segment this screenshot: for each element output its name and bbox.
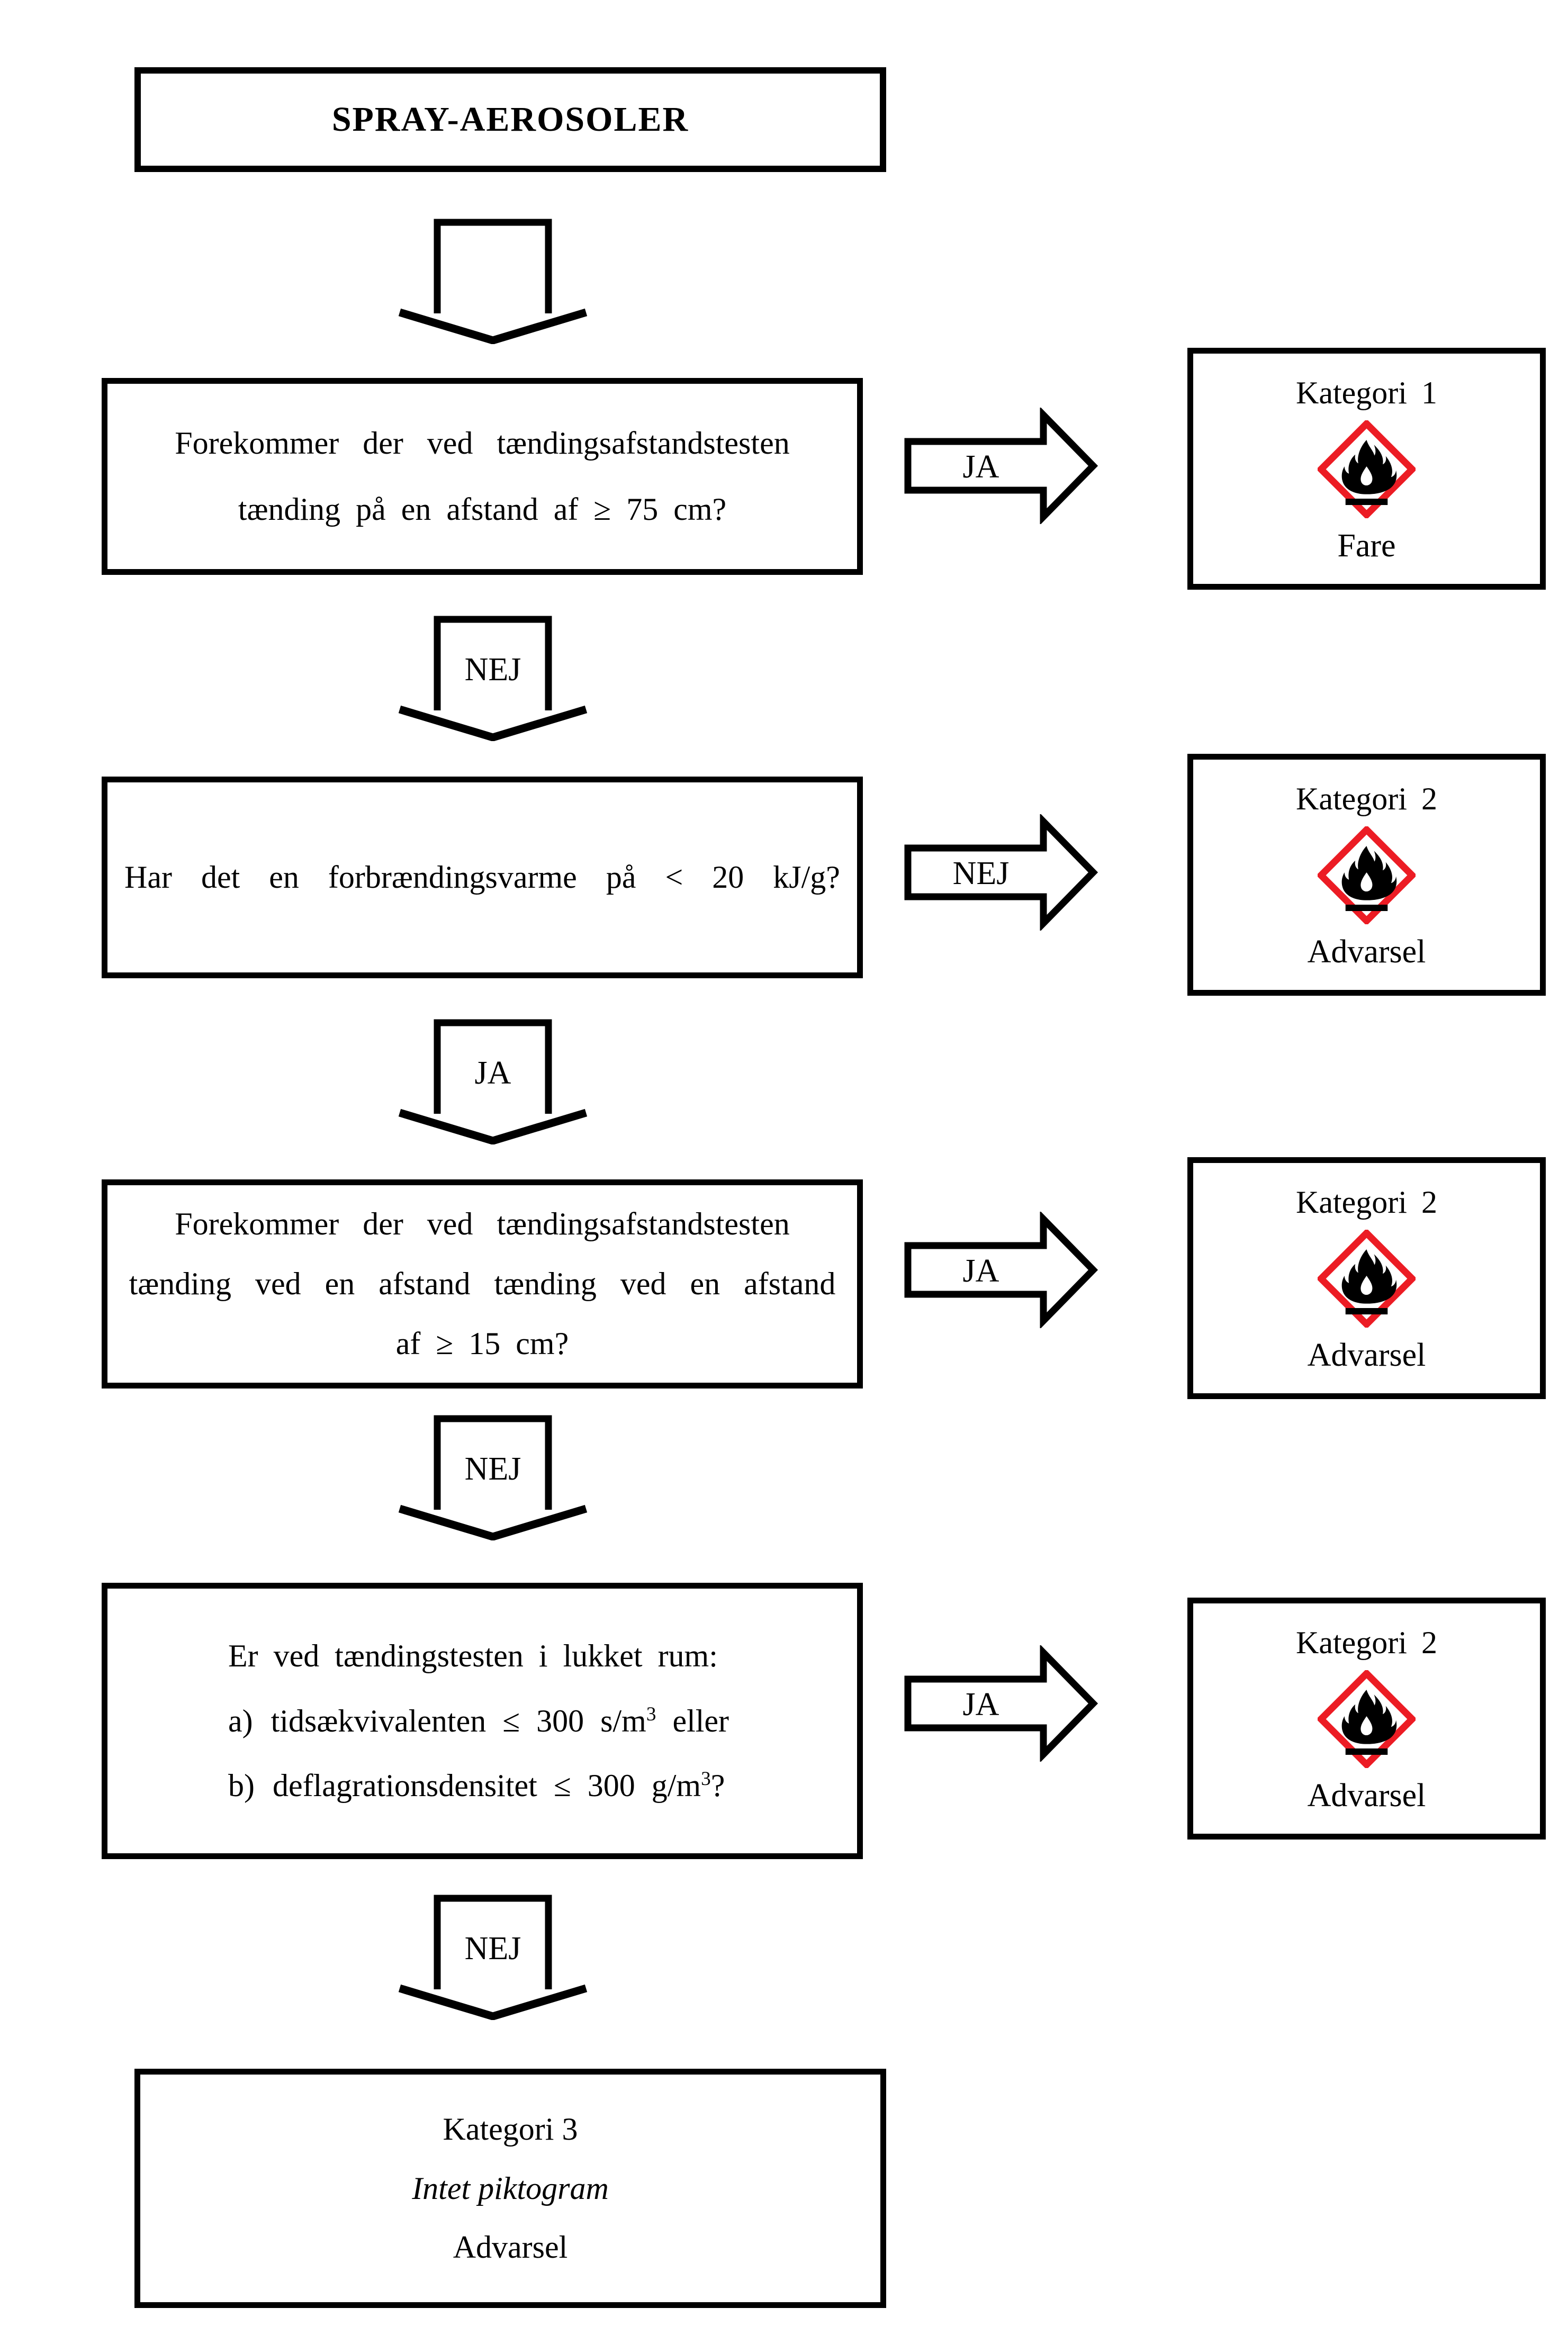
- arrow-down-nej-3: [392, 1893, 593, 2020]
- question-3-line-3: af ≥ 15 cm?: [395, 1326, 569, 1361]
- question-3-box: [102, 1179, 863, 1389]
- page-title: SPRAY-AEROSOLER: [331, 100, 689, 139]
- result-2-signal-word: Advarsel: [1307, 934, 1426, 970]
- arrow-down-nej-2: [392, 1413, 593, 1540]
- result-kategori-2b-box: [1187, 1157, 1546, 1399]
- arrow-right-nej-2-label: NEJ: [952, 855, 1010, 891]
- result-kategori-1-box: [1187, 348, 1546, 590]
- result-final-signal-word: Advarsel: [453, 2230, 568, 2265]
- question-4-box: [102, 1583, 863, 1859]
- result-3-signal-word: Advarsel: [1307, 1337, 1426, 1373]
- question-4-item-a: [228, 1703, 729, 1739]
- flame-pictogram-icon: [1318, 1670, 1416, 1768]
- question-4-item-b: [228, 1768, 725, 1804]
- result-3-category: Kategori 2: [1296, 1185, 1437, 1220]
- result-final-category: Kategori 3: [443, 2111, 578, 2147]
- result-2-category: Kategori 2: [1296, 781, 1437, 816]
- question-4-item-a-sup: 3: [646, 1703, 656, 1725]
- question-1-box: [102, 378, 863, 575]
- question-4-item-a-marker: a): [228, 1703, 253, 1738]
- question-1-line-2: tænding på en afstand af ≥ 75 cm?: [238, 492, 727, 527]
- arrow-down-start: [392, 217, 593, 344]
- question-4-item-b-suffix: ?: [710, 1768, 725, 1803]
- question-1-line-1: Forekommer der ved tændingsafstandstesten: [175, 426, 790, 461]
- result-4-signal-word: Advarsel: [1307, 1778, 1426, 1814]
- result-kategori-2a-box: [1187, 754, 1546, 996]
- flame-pictogram-icon: [1318, 826, 1416, 924]
- arrow-right-ja-1: [902, 408, 1103, 524]
- result-kategori-2c-box: [1187, 1598, 1546, 1840]
- flame-pictogram-icon: [1318, 1230, 1416, 1328]
- question-2-line-1: Har det en forbrændingsvarme på < 20 kJ/g?: [124, 860, 840, 895]
- arrow-down-nej-3-label: NEJ: [464, 1931, 521, 1967]
- arrow-right-ja-4: [902, 1645, 1103, 1762]
- question-4-intro: Er ved tændingstesten i lukket rum:: [228, 1638, 718, 1674]
- question-2-box: [102, 777, 863, 978]
- result-kategori-3-box: [134, 2069, 886, 2308]
- arrow-down-nej-1: [392, 614, 593, 741]
- arrow-down-ja: [392, 1017, 593, 1144]
- question-4-item-b-sup: 3: [701, 1768, 711, 1790]
- question-4-item-b-marker: b): [228, 1768, 255, 1803]
- question-4-item-a-text: tidsækvivalenten ≤ 300 s/m: [271, 1703, 646, 1738]
- question-3-line-1: Forekommer der ved tændingsafstandstesten: [175, 1206, 790, 1241]
- arrow-down-nej-2-label: NEJ: [464, 1451, 521, 1487]
- result-4-category: Kategori 2: [1296, 1625, 1437, 1660]
- arrow-right-ja-3-label: JA: [962, 1253, 999, 1289]
- arrow-down-ja-label: JA: [474, 1055, 511, 1091]
- question-4-item-b-text: deflagrationsdensitet ≤ 300 g/m: [272, 1768, 701, 1803]
- question-3-line-2: tænding ved en afstand tænding ved en afstand: [129, 1266, 836, 1301]
- arrow-right-ja-1-label: JA: [962, 449, 999, 485]
- result-final-pictogram-note: Intet piktogram: [412, 2170, 609, 2206]
- result-1-signal-word: Fare: [1337, 528, 1396, 564]
- arrow-right-nej-2: [902, 814, 1103, 931]
- result-1-category: Kategori 1: [1296, 375, 1437, 410]
- arrow-down-nej-1-label: NEJ: [464, 652, 521, 688]
- title-box: [134, 67, 886, 172]
- arrow-right-ja-4-label: JA: [962, 1687, 999, 1723]
- arrow-right-ja-3: [902, 1212, 1103, 1328]
- flame-pictogram-icon: [1318, 420, 1416, 518]
- question-4-item-a-suffix: eller: [656, 1703, 729, 1738]
